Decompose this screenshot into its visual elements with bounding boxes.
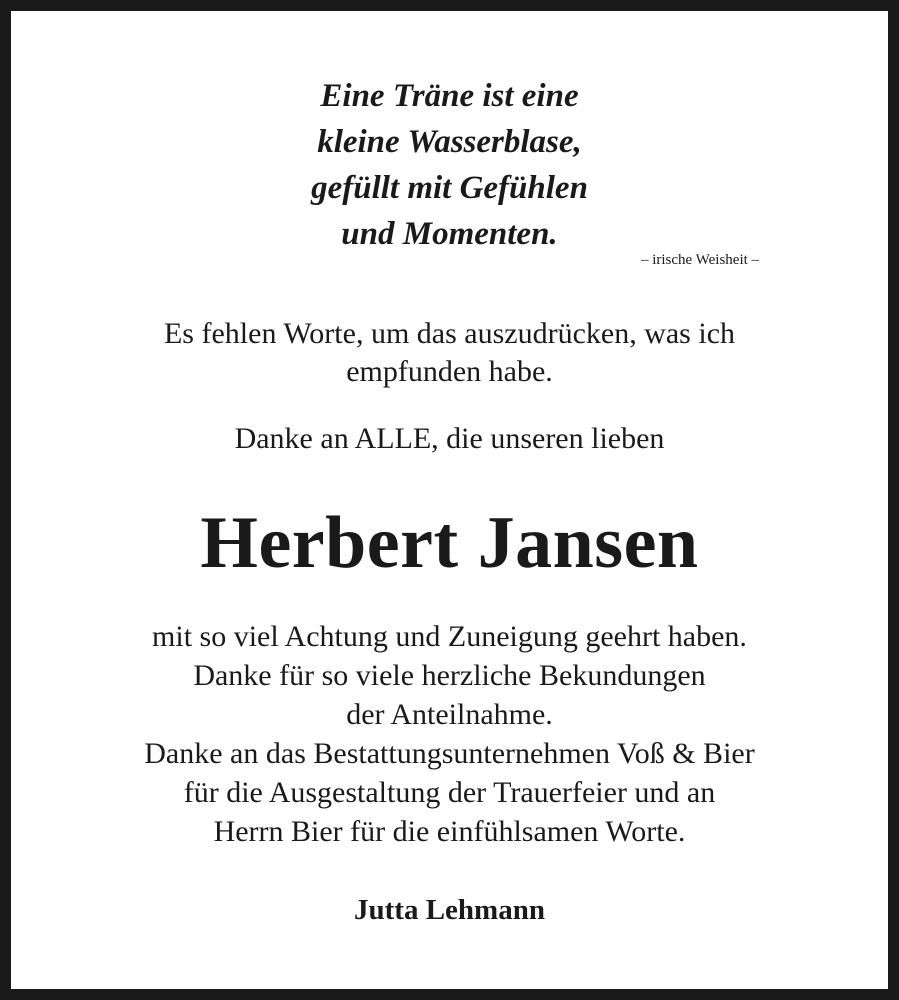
body-line: Danke für so viele herzliche Bekundungen [193,659,706,692]
quote-line: kleine Wasserblase, [317,124,582,160]
thanks-lead [0,420,899,458]
body-paragraph [0,617,899,851]
body-line: der Anteilnahme. [346,698,553,731]
body-line: Herrn Bier für die einfühlsamen Worte. [213,815,686,848]
body-line: Danke an das Bestattungsunternehmen Voß & Bier [144,737,755,770]
intro-line: empfunden habe. [346,355,553,388]
quote-line: Eine Träne ist eine [320,78,579,114]
intro-line: Es fehlen Worte, um das auszudrücken, was ich [163,317,736,350]
deceased-name: Herbert Jansen [200,502,699,584]
signature: Jutta Lehmann [354,894,545,926]
quote-line: und Momenten. [341,216,558,252]
body-line: für die Ausgestaltung der Trauerfeier und an [183,776,716,809]
quote-attribution: – irische Weisheit – [640,252,760,268]
quote-line: gefüllt mit Gefühlen [311,170,588,206]
quote-block [0,73,899,257]
body-line: mit so viel Achtung und Zuneigung geehrt haben. [152,620,747,653]
intro-paragraph [0,315,899,391]
thanks-lead-line: Danke an ALLE, die unseren lieben [234,422,665,455]
